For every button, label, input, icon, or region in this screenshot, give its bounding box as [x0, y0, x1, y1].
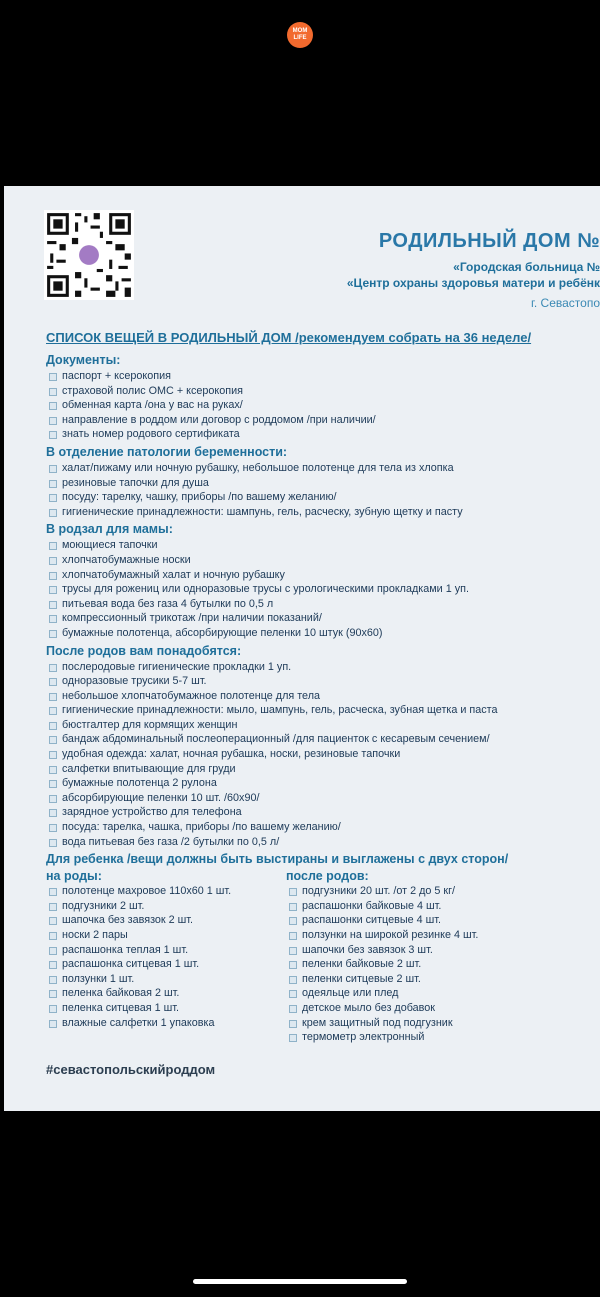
checklist-item: ползунки на широкой резинке 4 шт.: [286, 928, 586, 943]
checklist-item: салфетки впитывающие для груди: [46, 762, 596, 777]
checklist-item: направление в роддом или договор с роддомом /при наличии/: [46, 413, 596, 428]
checklist-item: послеродовые гигиенические прокладки 1 уп.: [46, 660, 596, 675]
child-after-column: [286, 868, 586, 1045]
section-title: Для ребенка /вещи должны быть выстираны и выглажены с двух сторон/: [46, 852, 509, 867]
checklist-item: пеленка ситцевая 1 шт.: [46, 1001, 286, 1016]
checklist-item: термометр электронный: [286, 1030, 586, 1045]
checklist-item: распашонка теплая 1 шт.: [46, 943, 286, 958]
checklist-item: гигиенические принадлежности: шампунь, гель, расческу, зубную щетку и пасту: [46, 505, 596, 520]
checklist-item: крем защитный под подгузник: [286, 1016, 586, 1031]
checklist-item: посуду: тарелку, чашку, приборы /по вашему желанию/: [46, 490, 596, 505]
subsection-title: после родов:: [286, 869, 369, 884]
section-title: В отделение патологии беременности:: [46, 444, 288, 459]
checklist-item: зарядное устройство для телефона: [46, 805, 596, 820]
checklist-item: знать номер родового сертификата: [46, 427, 596, 442]
checklist-item: пеленки байковые 2 шт.: [286, 957, 586, 972]
checklist-item: посуда: тарелка, чашка, приборы /по вашему желанию/: [46, 820, 596, 835]
section-pathology: [46, 444, 596, 519]
checklist-item: шапочка без завязок 2 шт.: [46, 913, 286, 928]
checklist-item: абсорбирующие пеленки 10 шт. /60х90/: [46, 791, 596, 806]
section-after-birth: [46, 643, 596, 850]
checklist-item: бандаж абдоминальный послеоперационный /для пациенток с кесаревым сечением/: [46, 732, 596, 747]
section-title: В родзал для мамы:: [46, 522, 173, 537]
section-delivery-room: [46, 521, 596, 640]
hospital-city: г. Севастопо: [530, 296, 600, 310]
checklist-item: распашонка ситцевая 1 шт.: [46, 957, 286, 972]
checklist-item: вода питьевая без газа /2 бутылки по 0,5 л/: [46, 835, 596, 850]
hospital-line-2: «Центр охраны здоровья матери и ребёнк: [346, 276, 600, 290]
checklist-item: паспорт + ксерокопия: [46, 369, 596, 384]
checklist-item: распашонки ситцевые 4 шт.: [286, 913, 586, 928]
checklist-item: моющиеся тапочки: [46, 538, 596, 553]
checklist-item: трусы для рожениц или одноразовые трусы с урологическими прокладками 1 уп.: [46, 582, 596, 597]
section-title: После родов вам понадобятся:: [46, 643, 242, 658]
section-documents: [46, 352, 596, 442]
checklist-item: обменная карта /она у вас на руках/: [46, 398, 596, 413]
checklist-item: одноразовые трусики 5-7 шт.: [46, 674, 596, 689]
list-title: СПИСОК ВЕЩЕЙ В РОДИЛЬНЫЙ ДОМ /рекомендуем собрать на 36 неделе/: [46, 330, 532, 345]
checklist-item: шапочки без завязок 3 шт.: [286, 943, 586, 958]
document-page: [4, 186, 600, 1111]
momlife-logo: [287, 22, 313, 48]
section-title: Документы:: [46, 353, 121, 367]
checklist-item: удобная одежда: халат, ночная рубашка, носки, резиновые тапочки: [46, 747, 596, 762]
checklist-item: подгузники 2 шт.: [46, 899, 286, 914]
hashtag: #севастопольскийроддом: [46, 1062, 216, 1077]
child-birth-column: [46, 868, 286, 1045]
checklist-item: бюстгалтер для кормящих женщин: [46, 718, 596, 733]
checklist-item: компрессионный трикотаж /при наличии показаний/: [46, 611, 596, 626]
checklist-item: питьевая вода без газа 4 бутылки по 0,5 л: [46, 597, 596, 612]
checklist: [46, 350, 596, 1045]
checklist-item: страховой полис ОМС + ксерокопия: [46, 384, 596, 399]
checklist-item: халат/пижаму или ночную рубашку, небольшое полотенце для тела из хлопка: [46, 461, 596, 476]
hospital-header: [347, 230, 600, 311]
checklist-item: гигиенические принадлежности: мыло, шампунь, гель, расческа, зубная щетка и паста: [46, 703, 596, 718]
logo-text: MOM LIFE: [292, 28, 308, 41]
checklist-item: резиновые тапочки для душа: [46, 476, 596, 491]
checklist-item: пеленка байковая 2 шт.: [46, 986, 286, 1001]
checklist-item: детское мыло без добавок: [286, 1001, 586, 1016]
checklist-item: хлопчатобумажные носки: [46, 553, 596, 568]
checklist-item: пеленки ситцевые 2 шт.: [286, 972, 586, 987]
hospital-line-1: «Городская больница №: [453, 260, 600, 274]
section-child: [46, 851, 596, 1045]
checklist-item: небольшое хлопчатобумажное полотенце для тела: [46, 689, 596, 704]
checklist-item: ползунки 1 шт.: [46, 972, 286, 987]
checklist-item: полотенце махровое 110х60 1 шт.: [46, 884, 286, 899]
qr-code-icon: [44, 210, 134, 300]
subsection-title: на роды:: [46, 869, 102, 884]
checklist-item: одеяльце или плед: [286, 986, 586, 1001]
checklist-item: бумажные полотенца, абсорбирующие пеленки 10 штук (90х60): [46, 626, 596, 641]
hospital-title: РОДИЛЬНЫЙ ДОМ №: [378, 230, 600, 252]
checklist-item: подгузники 20 шт. /от 2 до 5 кг/: [286, 884, 586, 899]
checklist-item: распашонки байковые 4 шт.: [286, 899, 586, 914]
home-indicator[interactable]: [193, 1279, 407, 1284]
checklist-item: носки 2 пары: [46, 928, 286, 943]
checklist-item: хлопчатобумажный халат и ночную рубашку: [46, 568, 596, 583]
checklist-item: влажные салфетки 1 упаковка: [46, 1016, 286, 1031]
checklist-item: бумажные полотенца 2 рулона: [46, 776, 596, 791]
